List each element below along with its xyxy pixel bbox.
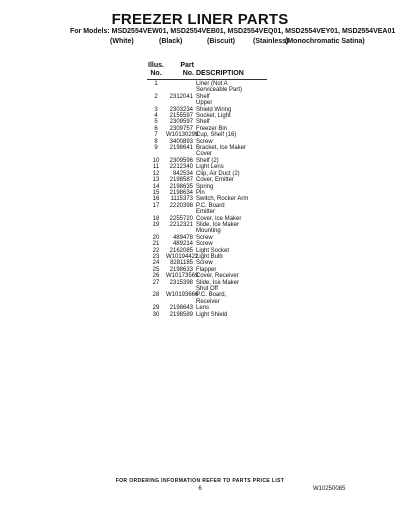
page-title: FREEZER LINER PARTS xyxy=(111,11,289,28)
part-number: W10173569 xyxy=(166,273,199,280)
part-number: 2198589 xyxy=(169,311,193,318)
part-number: 2198587 xyxy=(169,177,193,184)
part-number: W10194422 xyxy=(166,253,199,260)
illus-number: 21 xyxy=(152,241,160,248)
part-number: 2162085 xyxy=(169,247,193,254)
part-description: Light Socket xyxy=(196,247,230,254)
illus-number: 30 xyxy=(152,311,160,318)
part-description: Cover, Emitter xyxy=(196,177,235,184)
part-number: W10193666 xyxy=(166,292,199,299)
part-number: 842534 xyxy=(172,170,193,177)
part-row xyxy=(146,222,276,235)
part-description: Clip, Air Duct (2) xyxy=(196,170,240,177)
variant-stainless: (Stainless) xyxy=(253,38,289,45)
part-description: Slide, Ice Maker Shut Off xyxy=(196,279,240,292)
illus-number: 15 xyxy=(152,189,160,196)
illus-number: 25 xyxy=(152,266,160,273)
illus-number: 2 xyxy=(154,93,158,100)
part-description: Slide, Ice Maker Mounting xyxy=(196,221,240,235)
part-description: Screw xyxy=(196,241,213,248)
part-description: Pin xyxy=(196,189,205,196)
part-number: 2198633 xyxy=(169,266,193,273)
part-row xyxy=(146,312,276,318)
part-number: 2212321 xyxy=(169,221,193,228)
part-description: Light Shield xyxy=(196,311,228,318)
header-divider xyxy=(147,79,267,80)
part-number: W10130299 xyxy=(166,132,199,139)
part-number: 2309597 xyxy=(169,119,193,126)
part-description: Shelf (2) xyxy=(196,157,219,164)
part-number: 2198643 xyxy=(169,305,193,312)
part-description: Liner (Not A Serviceable Part) xyxy=(196,81,243,94)
part-description: Cup, Shelf (16) xyxy=(196,132,237,139)
illus-number: 26 xyxy=(152,273,160,280)
variant-monochromatic-satina: (Monochromatic Satina) xyxy=(285,38,365,45)
model-list: For Models: MSD2554VEW01, MSD2554VEB01, MSD2554VEQ01, MSD2554VEY01, MSD2554VEA01 xyxy=(70,28,396,35)
illus-number: 14 xyxy=(152,183,160,190)
part-row xyxy=(146,145,276,158)
variant-black: (Black) xyxy=(159,38,183,45)
illus-number: 13 xyxy=(152,177,160,184)
illus-number: 4 xyxy=(154,113,158,120)
page-number: 6 xyxy=(198,486,202,492)
part-description: Screw xyxy=(196,138,213,145)
part-description: Flapper xyxy=(196,266,217,273)
illus-number: 22 xyxy=(152,247,160,254)
part-description: Freezer Bin xyxy=(196,125,228,132)
parts-table xyxy=(146,81,276,318)
part-description: Shield Wiring xyxy=(196,106,232,113)
part-number: 2212340 xyxy=(169,164,193,171)
part-description: Light Bulb xyxy=(196,253,223,260)
part-description: Shelf Upper xyxy=(196,93,213,107)
illus-number: 29 xyxy=(152,305,160,312)
illus-number: 16 xyxy=(152,196,160,203)
part-number: 8281185 xyxy=(170,260,193,267)
illus-number: 5 xyxy=(154,119,158,126)
illus-number: 6 xyxy=(154,125,158,132)
illus-number: 17 xyxy=(152,202,160,209)
illus-no-header: Illus. No. xyxy=(148,62,164,77)
part-description: P.C. Board, Receiver xyxy=(196,292,227,305)
variant-white: (White) xyxy=(110,38,134,45)
part-number: 2155597 xyxy=(169,113,193,120)
part-description: Light Lens xyxy=(196,164,224,171)
part-number: 2315398 xyxy=(169,279,193,286)
variant-biscuit: (Biscuit) xyxy=(207,38,235,45)
part-description: Socket, Light xyxy=(196,113,231,120)
illus-number: 19 xyxy=(152,221,160,228)
part-description: Bracket, Ice Maker Cover xyxy=(196,145,247,158)
ordering-note: FOR ORDERING INFORMATION REFER TO PARTS PRICE LIST xyxy=(115,478,285,484)
part-number: 2198634 xyxy=(169,189,193,196)
part-number: 3400893 xyxy=(169,138,193,145)
description-header: DESCRIPTION xyxy=(196,70,244,77)
part-number: 2312041 xyxy=(169,93,193,100)
illus-number: 23 xyxy=(152,253,160,260)
illus-number: 20 xyxy=(152,234,160,241)
part-description: Shelf xyxy=(196,119,210,126)
illus-number: 28 xyxy=(152,292,160,299)
part-description: Screw xyxy=(196,234,213,241)
part-description: Cover, Ice Maker xyxy=(196,215,242,222)
illus-number: 3 xyxy=(154,106,158,113)
illus-number: 9 xyxy=(154,145,158,152)
part-number: 2309757 xyxy=(169,125,193,132)
illus-number: 18 xyxy=(152,215,160,222)
part-description: Lens xyxy=(196,305,210,312)
illus-number: 12 xyxy=(152,170,160,177)
part-number: 489214 xyxy=(172,241,193,248)
illus-number: 7 xyxy=(154,132,158,139)
part-number: 2255720 xyxy=(169,215,193,222)
part-description: Spring xyxy=(196,183,214,190)
part-number: 1115373 xyxy=(170,196,193,203)
illus-number: 27 xyxy=(152,279,160,286)
illus-number: 24 xyxy=(152,260,160,267)
part-number: 2220398 xyxy=(169,202,193,209)
part-description: P.C. Board Emitter xyxy=(196,202,225,216)
part-row xyxy=(146,94,276,107)
illus-number: 8 xyxy=(154,138,158,145)
part-number: 2303234 xyxy=(169,106,193,113)
part-row xyxy=(146,203,276,216)
illus-number: 1 xyxy=(154,81,158,87)
illus-number: 11 xyxy=(152,164,160,171)
part-number: 2198635 xyxy=(169,183,193,190)
part-row xyxy=(146,81,276,94)
part-row xyxy=(146,280,276,293)
part-row xyxy=(146,292,276,305)
part-description: Cover, Receiver xyxy=(196,273,239,280)
part-description: Switch, Rocker Arm xyxy=(196,196,249,203)
illus-number: 10 xyxy=(152,157,160,164)
part-no-header: Part No. xyxy=(180,62,194,77)
part-number: 2198641 xyxy=(169,145,193,152)
part-description: Screw xyxy=(196,260,213,267)
part-number: 2309596 xyxy=(169,157,193,164)
document-number: W10250085 xyxy=(313,486,346,492)
part-number: 489478 xyxy=(172,234,193,241)
